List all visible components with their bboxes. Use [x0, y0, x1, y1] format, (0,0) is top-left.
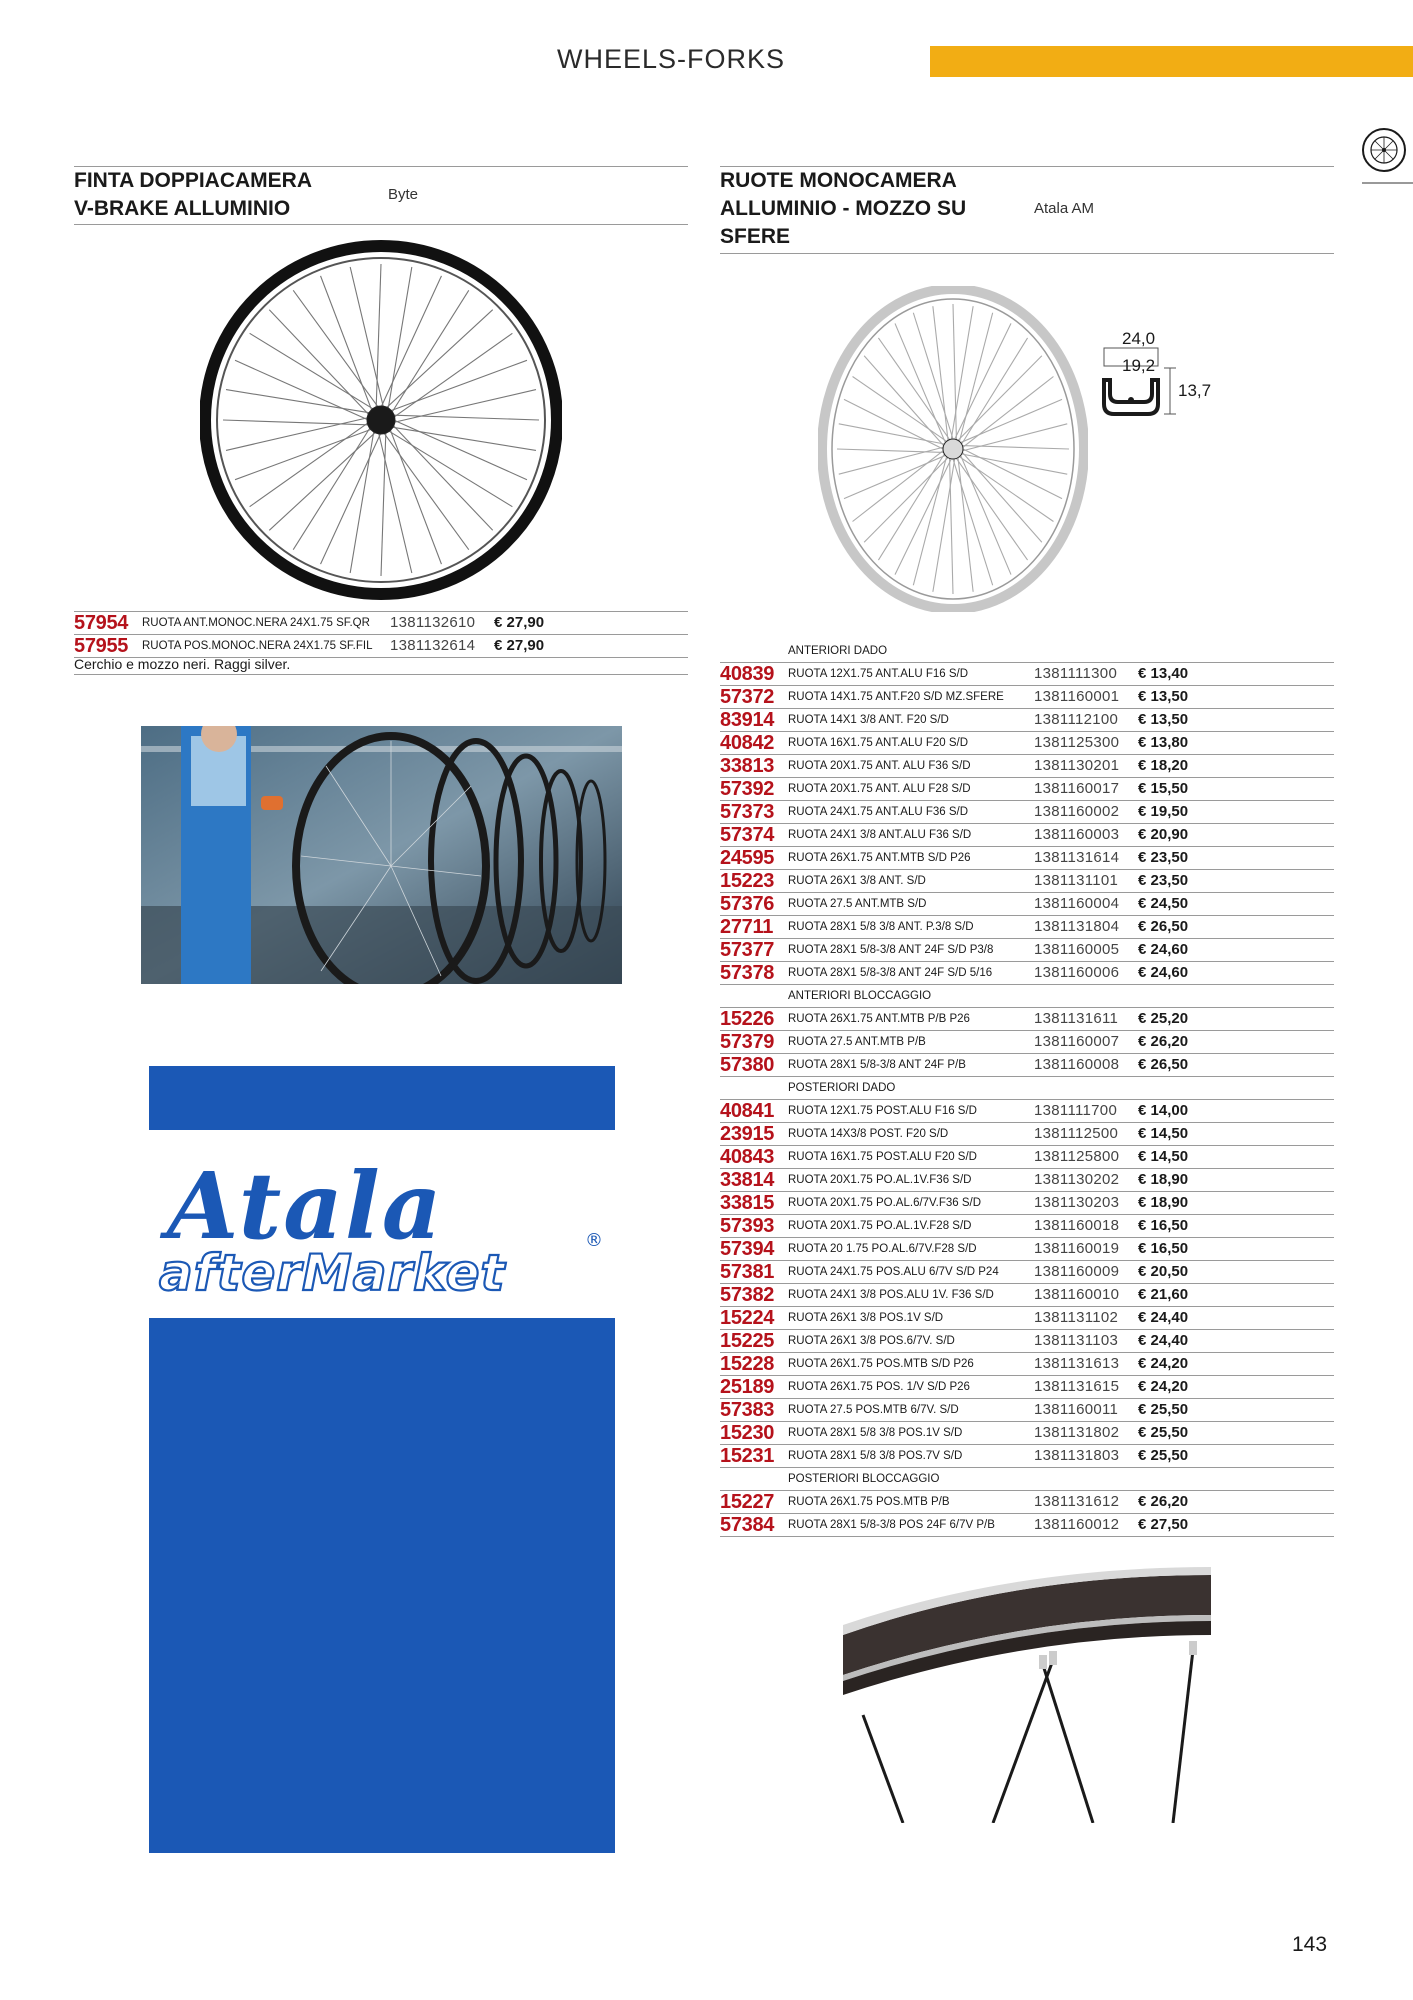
- group-heading: POSTERIORI DADO: [788, 1082, 896, 1094]
- product-ean: 1381160001: [1034, 688, 1120, 705]
- product-price: € 21,60: [1138, 1286, 1189, 1303]
- product-code: 57383: [720, 1399, 775, 1421]
- product-code: 15230: [720, 1422, 775, 1444]
- product-price: € 14,50: [1138, 1148, 1189, 1165]
- product-price: € 27,50: [1138, 1516, 1189, 1533]
- product-ean: 1381131103: [1034, 1332, 1119, 1349]
- table-row: [720, 1261, 1334, 1284]
- table-row: [720, 1307, 1334, 1330]
- product-price: € 26,50: [1138, 918, 1189, 935]
- product-code: 15224: [720, 1307, 775, 1329]
- table-row: [720, 1491, 1334, 1514]
- product-table: [720, 640, 1334, 1537]
- product-price: € 27,90: [494, 614, 545, 631]
- product-code: 15227: [720, 1491, 775, 1513]
- left-product-title: [74, 167, 312, 223]
- title-line: FINTA DOPPIACAMERA: [74, 169, 312, 192]
- product-code: 57382: [720, 1284, 775, 1306]
- table-row: [720, 1192, 1334, 1215]
- product-description: RUOTA 12X1.75 POST.ALU F16 S/D: [788, 1105, 977, 1117]
- product-description: RUOTA 14X1.75 ANT.F20 S/D MZ.SFERE: [788, 691, 1004, 703]
- product-code: 57393: [720, 1215, 775, 1237]
- group-heading: POSTERIORI BLOCCAGGIO: [788, 1473, 940, 1485]
- product-code: 15226: [720, 1008, 775, 1030]
- product-description: RUOTA 28X1 5/8 3/8 ANT. P.3/8 S/D: [788, 921, 974, 933]
- product-code: 33814: [720, 1169, 775, 1191]
- table-row: [720, 870, 1334, 893]
- table-row: [720, 1376, 1334, 1399]
- table-row: [720, 893, 1334, 916]
- table-row: [720, 801, 1334, 824]
- product-code: 40842: [720, 732, 775, 754]
- product-price: € 24,40: [1138, 1332, 1189, 1349]
- product-code: 57954: [74, 612, 129, 634]
- product-price: € 26,20: [1138, 1493, 1189, 1510]
- group-heading: ANTERIORI BLOCCAGGIO: [788, 990, 932, 1002]
- product-description: RUOTA 28X1 5/8-3/8 ANT 24F P/B: [788, 1059, 966, 1071]
- product-code: 57376: [720, 893, 775, 915]
- product-price: € 25,50: [1138, 1447, 1189, 1464]
- table-row: [720, 962, 1334, 985]
- page-number: 143: [1292, 1933, 1328, 1956]
- product-description: RUOTA 14X3/8 POST. F20 S/D: [788, 1128, 949, 1140]
- product-code: 57374: [720, 824, 775, 846]
- product-ean: 1381131802: [1034, 1424, 1120, 1441]
- product-price: € 24,60: [1138, 941, 1189, 958]
- group-heading: ANTERIORI DADO: [788, 645, 888, 657]
- product-description: RUOTA 28X1 5/8-3/8 POS 24F 6/7V P/B: [788, 1519, 995, 1531]
- title-line: V-BRAKE ALLUMINIO: [74, 197, 291, 220]
- table-row: [720, 732, 1334, 755]
- product-ean: 1381131612: [1034, 1493, 1120, 1510]
- product-price: € 14,50: [1138, 1125, 1189, 1142]
- table-row: [720, 1353, 1334, 1376]
- product-ean: 1381160018: [1034, 1217, 1120, 1234]
- product-price: € 25,50: [1138, 1401, 1189, 1418]
- product-ean: 1381160009: [1034, 1263, 1120, 1280]
- product-price: € 26,50: [1138, 1056, 1189, 1073]
- product-description: RUOTA 20 1.75 PO.AL.6/7V.F28 S/D: [788, 1243, 977, 1255]
- product-description: RUOTA 26X1 3/8 POS.6/7V. S/D: [788, 1335, 955, 1347]
- table-row: [720, 1169, 1334, 1192]
- table-row: [74, 635, 688, 658]
- logo-band-top: [149, 1066, 615, 1130]
- product-price: € 16,50: [1138, 1217, 1189, 1234]
- table-row: [720, 1238, 1334, 1261]
- table-row: [720, 1445, 1334, 1468]
- product-description: RUOTA 20X1.75 PO.AL.6/7V.F36 S/D: [788, 1197, 982, 1209]
- workshop-photo: [141, 726, 622, 984]
- product-price: € 24,20: [1138, 1378, 1189, 1395]
- table-row: [720, 1054, 1334, 1077]
- table-row: [720, 1215, 1334, 1238]
- product-description: RUOTA 26X1.75 POS.MTB S/D P26: [788, 1358, 974, 1370]
- product-ean: 1381131613: [1034, 1355, 1120, 1372]
- logo-band-bottom: [149, 1318, 615, 1853]
- table-row: [720, 1284, 1334, 1307]
- product-code: 40841: [720, 1100, 775, 1122]
- product-ean: 1381131614: [1034, 849, 1120, 866]
- product-code: 57384: [720, 1514, 775, 1536]
- title-line: ALLUMINIO - MOZZO SU: [720, 197, 967, 220]
- product-code: 25189: [720, 1376, 775, 1398]
- product-description: RUOTA 27.5 ANT.MTB P/B: [788, 1036, 926, 1048]
- product-description: RUOTA 20X1.75 ANT. ALU F36 S/D: [788, 760, 971, 772]
- product-code: 57373: [720, 801, 775, 823]
- product-ean: 1381131615: [1034, 1378, 1120, 1395]
- product-description: RUOTA 26X1.75 POS. 1/V S/D P26: [788, 1381, 970, 1393]
- logo-line1: Atala: [167, 1152, 444, 1260]
- title-line: RUOTE MONOCAMERA: [720, 169, 957, 192]
- product-ean: 1381131611: [1034, 1010, 1119, 1027]
- product-code: 33813: [720, 755, 775, 777]
- product-price: € 20,50: [1138, 1263, 1189, 1280]
- product-code: 57381: [720, 1261, 775, 1283]
- product-description: RUOTA 24X1.75 ANT.ALU F36 S/D: [788, 806, 969, 818]
- product-ean: 1381160010: [1034, 1286, 1120, 1303]
- rim-width-outer: 24,0: [1122, 329, 1156, 348]
- product-code: 57955: [74, 635, 129, 657]
- product-price: € 24,20: [1138, 1355, 1189, 1372]
- product-code: 57394: [720, 1238, 775, 1260]
- group-heading-row: [720, 1468, 1334, 1491]
- table-row: [720, 1100, 1334, 1123]
- product-ean: 1381125800: [1034, 1148, 1120, 1165]
- product-ean: 1381160019: [1034, 1240, 1120, 1257]
- product-price: € 25,20: [1138, 1010, 1189, 1027]
- product-code: 57379: [720, 1031, 775, 1053]
- rim-profile-diagram: [1098, 324, 1238, 424]
- section-title: WHEELS-FORKS: [556, 44, 786, 74]
- product-description: RUOTA 20X1.75 PO.AL.1V.F28 S/D: [788, 1220, 972, 1232]
- product-price: € 24,50: [1138, 895, 1189, 912]
- table-row: [720, 1008, 1334, 1031]
- product-ean: 1381132610: [390, 614, 476, 631]
- right-product-title: [720, 167, 966, 251]
- accent-bar: [930, 46, 1413, 77]
- table-row: [720, 916, 1334, 939]
- product-price: € 24,40: [1138, 1309, 1189, 1326]
- table-row: [720, 1514, 1334, 1537]
- table-row: [720, 939, 1334, 962]
- product-code: 57392: [720, 778, 775, 800]
- product-ean: 1381160008: [1034, 1056, 1120, 1073]
- product-description: RUOTA 26X1 3/8 ANT. S/D: [788, 875, 926, 887]
- product-ean: 1381130202: [1034, 1171, 1120, 1188]
- product-code: 57377: [720, 939, 775, 961]
- table-row: [720, 709, 1334, 732]
- product-price: € 18,90: [1138, 1194, 1189, 1211]
- product-ean: 1381160002: [1034, 803, 1120, 820]
- tab-rule: [1362, 182, 1413, 184]
- product-description: RUOTA 27.5 POS.MTB 6/7V. S/D: [788, 1404, 959, 1416]
- product-description: RUOTA 28X1 5/8-3/8 ANT 24F S/D P3/8: [788, 944, 994, 956]
- product-ean: 1381112500: [1034, 1125, 1119, 1142]
- product-description: RUOTA 12X1.75 ANT.ALU F16 S/D: [788, 668, 969, 680]
- product-ean: 1381160006: [1034, 964, 1120, 981]
- table-row: [720, 755, 1334, 778]
- divider: [74, 224, 688, 225]
- product-price: € 20,90: [1138, 826, 1189, 843]
- product-price: € 19,50: [1138, 803, 1189, 820]
- group-heading-row: [720, 985, 1334, 1008]
- product-price: € 15,50: [1138, 780, 1189, 797]
- product-price: € 27,90: [494, 637, 545, 654]
- product-code: 27711: [720, 916, 774, 938]
- black-wheel-image: [200, 240, 562, 600]
- product-ean: 1381130201: [1034, 757, 1120, 774]
- divider: [74, 674, 688, 675]
- table-row: [720, 778, 1334, 801]
- divider: [720, 253, 1334, 254]
- product-description: RUOTA 16X1.75 ANT.ALU F20 S/D: [788, 737, 969, 749]
- table-row: [74, 612, 688, 635]
- group-heading-row: [720, 640, 1334, 663]
- product-description: RUOTA 14X1 3/8 ANT. F20 S/D: [788, 714, 949, 726]
- product-description: RUOTA 28X1 5/8 3/8 POS.7V S/D: [788, 1450, 963, 1462]
- table-row: [720, 1123, 1334, 1146]
- product-ean: 1381130203: [1034, 1194, 1120, 1211]
- product-code: 23915: [720, 1123, 775, 1145]
- rim-closeup-image: [843, 1565, 1211, 1823]
- product-ean: 1381160012: [1034, 1516, 1120, 1533]
- product-ean: 1381160003: [1034, 826, 1120, 843]
- product-code: 15223: [720, 870, 775, 892]
- product-description: RUOTA 26X1.75 ANT.MTB P/B P26: [788, 1013, 970, 1025]
- left-brand: Byte: [388, 186, 419, 203]
- product-code: 15228: [720, 1353, 775, 1375]
- product-description: RUOTA 16X1.75 POST.ALU F20 S/D: [788, 1151, 977, 1163]
- table-row: [720, 686, 1334, 709]
- product-description: RUOTA 20X1.75 PO.AL.1V.F36 S/D: [788, 1174, 972, 1186]
- atala-aftermarket-logo: [149, 1130, 615, 1318]
- product-ean: 1381160004: [1034, 895, 1120, 912]
- table-row: [720, 1330, 1334, 1353]
- product-price: € 13,50: [1138, 688, 1189, 705]
- product-description: RUOTA 28X1 5/8 3/8 POS.1V S/D: [788, 1427, 963, 1439]
- wheel-icon: [1362, 128, 1406, 172]
- product-ean: 1381111700: [1034, 1102, 1118, 1119]
- logo-line2: afterMarket: [159, 1244, 506, 1302]
- product-code: 83914: [720, 709, 775, 731]
- product-description: RUOTA 24X1.75 POS.ALU 6/7V S/D P24: [788, 1266, 999, 1278]
- product-price: € 26,20: [1138, 1033, 1189, 1050]
- product-price: € 18,20: [1138, 757, 1189, 774]
- table-row: [720, 1031, 1334, 1054]
- product-ean: 1381125300: [1034, 734, 1120, 751]
- product-description: RUOTA POS.MONOC.NERA 24X1.75 SF.FIL: [142, 640, 373, 652]
- product-ean: 1381131101: [1034, 872, 1119, 889]
- product-ean: 1381132614: [390, 637, 476, 654]
- product-price: € 18,90: [1138, 1171, 1189, 1188]
- product-ean: 1381160011: [1034, 1401, 1119, 1418]
- product-code: 24595: [720, 847, 775, 869]
- right-brand: Atala AM: [1034, 200, 1095, 217]
- product-price: € 13,80: [1138, 734, 1189, 751]
- product-price: € 23,50: [1138, 849, 1189, 866]
- product-description: RUOTA 26X1.75 POS.MTB P/B: [788, 1496, 950, 1508]
- group-heading-row: [720, 1077, 1334, 1100]
- product-price: € 23,50: [1138, 872, 1189, 889]
- product-code: 33815: [720, 1192, 775, 1214]
- rim-width-inner: 19,2: [1122, 356, 1156, 375]
- product-ean: 1381131102: [1034, 1309, 1119, 1326]
- silver-wheel-image: [818, 286, 1088, 612]
- title-line: SFERE: [720, 225, 791, 248]
- table-row: [720, 1422, 1334, 1445]
- table-row: [720, 824, 1334, 847]
- product-description: RUOTA 24X1 3/8 ANT.ALU F36 S/D: [788, 829, 972, 841]
- product-price: € 16,50: [1138, 1240, 1189, 1257]
- product-description: RUOTA 28X1 5/8-3/8 ANT 24F S/D 5/16: [788, 967, 993, 979]
- product-ean: 1381112100: [1034, 711, 1119, 728]
- product-code: 15231: [720, 1445, 775, 1467]
- product-price: € 14,00: [1138, 1102, 1189, 1119]
- product-code: 57372: [720, 686, 775, 708]
- product-description: RUOTA 27.5 ANT.MTB S/D: [788, 898, 927, 910]
- product-ean: 1381131804: [1034, 918, 1120, 935]
- product-price: € 13,50: [1138, 711, 1189, 728]
- product-code: 57380: [720, 1054, 775, 1076]
- product-ean: 1381131803: [1034, 1447, 1120, 1464]
- product-code: 57378: [720, 962, 775, 984]
- product-ean: 1381160007: [1034, 1033, 1120, 1050]
- product-ean: 1381160005: [1034, 941, 1120, 958]
- table-row: [720, 847, 1334, 870]
- product-price: € 25,50: [1138, 1424, 1189, 1441]
- product-note: Cerchio e mozzo neri. Raggi silver.: [74, 656, 291, 672]
- product-description: RUOTA 26X1 3/8 POS.1V S/D: [788, 1312, 944, 1324]
- product-code: 15225: [720, 1330, 775, 1352]
- product-description: RUOTA 26X1.75 ANT.MTB S/D P26: [788, 852, 971, 864]
- registered-mark: ®: [585, 1230, 603, 1251]
- product-description: RUOTA 24X1 3/8 POS.ALU 1V. F36 S/D: [788, 1289, 994, 1301]
- table-row: [720, 663, 1334, 686]
- table-row: [720, 1146, 1334, 1169]
- product-code: 40839: [720, 663, 775, 685]
- product-code: 40843: [720, 1146, 775, 1168]
- rim-height: 13,7: [1178, 381, 1212, 400]
- product-ean: 1381111300: [1034, 665, 1118, 682]
- product-price: € 13,40: [1138, 665, 1189, 682]
- product-ean: 1381160017: [1034, 780, 1120, 797]
- table-row: [720, 1399, 1334, 1422]
- product-price: € 24,60: [1138, 964, 1189, 981]
- product-description: RUOTA ANT.MONOC.NERA 24X1.75 SF.QR: [142, 617, 370, 629]
- product-description: RUOTA 20X1.75 ANT. ALU F28 S/D: [788, 783, 971, 795]
